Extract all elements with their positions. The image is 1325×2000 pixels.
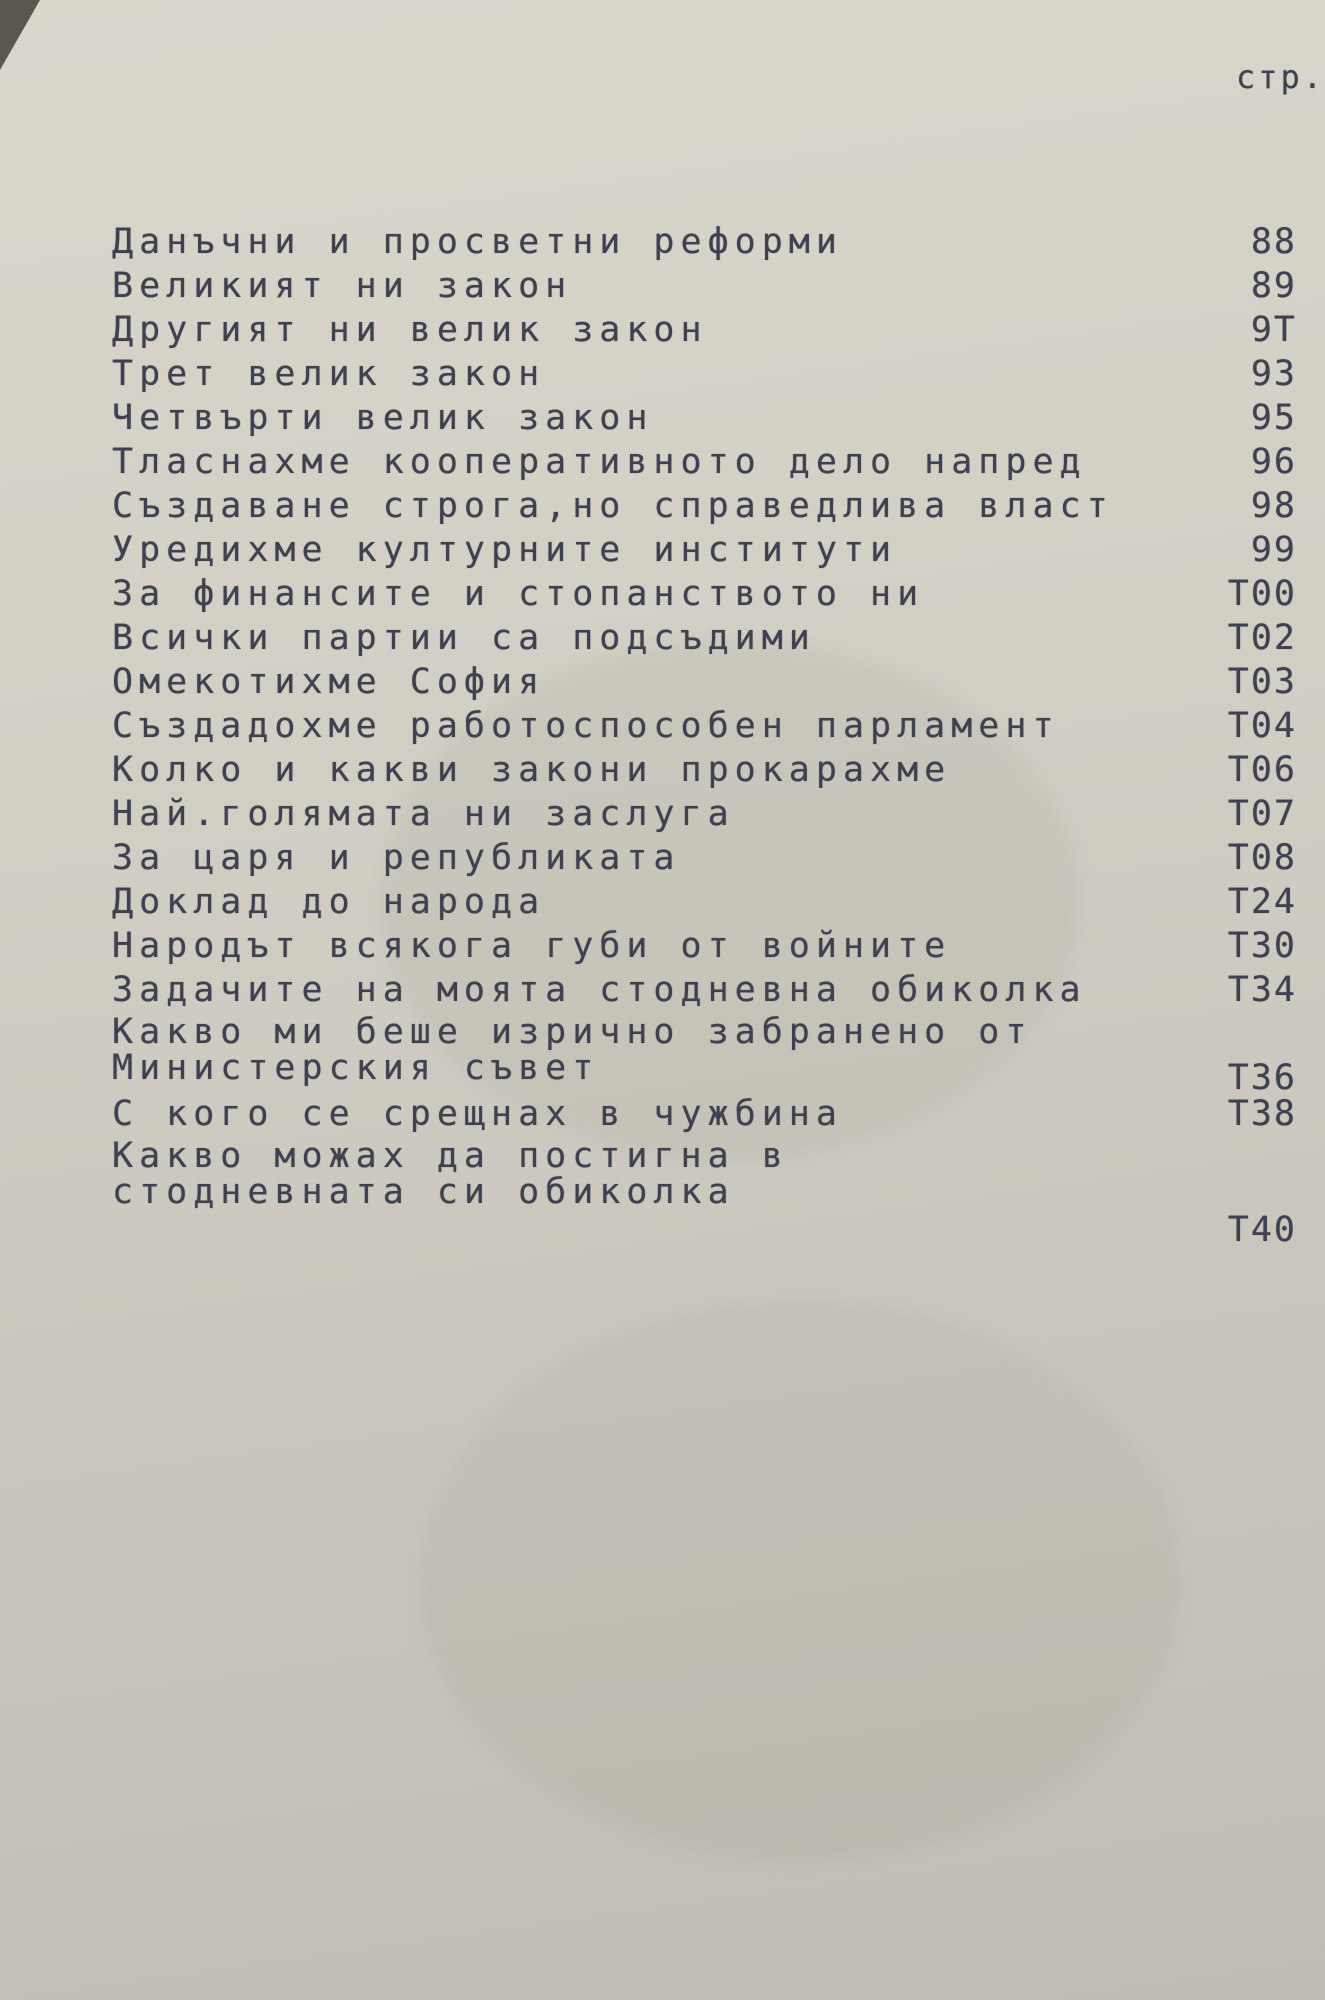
toc-entry-title: С кого се срещнах в чужбина (112, 1094, 843, 1134)
toc-entry (112, 970, 1297, 1014)
toc-entry-title: Създаване строга,но справедлива власт (112, 486, 1114, 526)
toc-entry (112, 1012, 1297, 1098)
toc-entry (112, 662, 1297, 706)
toc-entry (112, 1094, 1297, 1138)
toc-entry-page: 99 (1250, 530, 1297, 570)
toc-entry-title: Другият ни велик закон (112, 310, 708, 350)
toc-entry-page: Т38 (1227, 1094, 1297, 1134)
toc-entry (112, 706, 1297, 750)
toc-entry-page: 93 (1250, 354, 1297, 394)
toc-entry-page: Т08 (1227, 838, 1297, 878)
ink-bleed-through (420, 1300, 1180, 1860)
toc-entry-page: Т06 (1227, 750, 1297, 790)
toc-entry-title: Данъчни и просветни реформи (112, 222, 843, 262)
toc-entry (112, 442, 1297, 486)
toc-entry-page: Т02 (1227, 618, 1297, 658)
toc-entry (112, 354, 1297, 398)
toc-entry (112, 618, 1297, 662)
toc-entry-page: Т30 (1227, 926, 1297, 966)
toc-entry-page: Т40 (1227, 1210, 1297, 1250)
toc-entry (112, 266, 1297, 310)
toc-entry-title: За финансите и стопанството ни (112, 574, 925, 614)
toc-entry (112, 486, 1297, 530)
toc-entry (112, 310, 1297, 354)
table-of-contents (112, 222, 1297, 1248)
page-corner-shadow (0, 0, 40, 70)
toc-entry-title: Трет велик закон (112, 354, 546, 394)
toc-entry (112, 838, 1297, 882)
toc-entry-page: Т36 (1227, 1058, 1297, 1098)
toc-entry-title: Какво можах да постигна в стодневната си обиколка (112, 1136, 816, 1212)
toc-entry-page: Т00 (1227, 574, 1297, 614)
toc-entry-page: 88 (1250, 222, 1297, 262)
toc-entry-page: 9Т (1250, 310, 1297, 350)
toc-entry-title: Великият ни закон (112, 266, 573, 306)
toc-entry-title: Уредихме културните институти (112, 530, 898, 570)
toc-entry-page: 89 (1250, 266, 1297, 306)
toc-entry (112, 1138, 1297, 1248)
toc-entry-page: 98 (1250, 486, 1297, 526)
toc-entry-title: Доклад до народа (112, 882, 546, 922)
toc-entry (112, 882, 1297, 926)
toc-entry (112, 750, 1297, 794)
toc-entry-title: Тласнахме кооперативното дело напред (112, 442, 1087, 482)
toc-entry-title: За царя и републиката (112, 838, 681, 878)
toc-entry-title: Народът всякога губи от войните (112, 926, 952, 966)
toc-entry-title: Омекотихме София (112, 662, 546, 702)
toc-entry (112, 530, 1297, 574)
toc-entry (112, 398, 1297, 442)
toc-entry-title: Четвърти велик закон (112, 398, 654, 438)
toc-entry-page: 96 (1250, 442, 1297, 482)
toc-entry-page: Т03 (1227, 662, 1297, 702)
toc-entry (112, 222, 1297, 266)
toc-entry-page: Т24 (1227, 882, 1297, 922)
toc-entry-title: Какво ми беше изрично забранено от Министерския съвет (112, 1012, 1060, 1088)
toc-entry (112, 794, 1297, 838)
toc-entry-title: Задачите на моята стодневна обиколка (112, 970, 1087, 1010)
toc-entry (112, 574, 1297, 618)
toc-entry-page: Т07 (1227, 794, 1297, 834)
toc-entry-page: Т04 (1227, 706, 1297, 746)
toc-entry (112, 926, 1297, 970)
toc-entry-title: Всички партии са подсъдими (112, 618, 816, 658)
page-column-header: стр. (1236, 58, 1325, 96)
toc-entry-title: Създадохме работоспособен парламент (112, 706, 1060, 746)
toc-entry-page: Т34 (1227, 970, 1297, 1010)
toc-entry-page: 95 (1250, 398, 1297, 438)
toc-entry-title: Най.голямата ни заслуга (112, 794, 735, 834)
toc-entry-title: Колко и какви закони прокарахме (112, 750, 952, 790)
